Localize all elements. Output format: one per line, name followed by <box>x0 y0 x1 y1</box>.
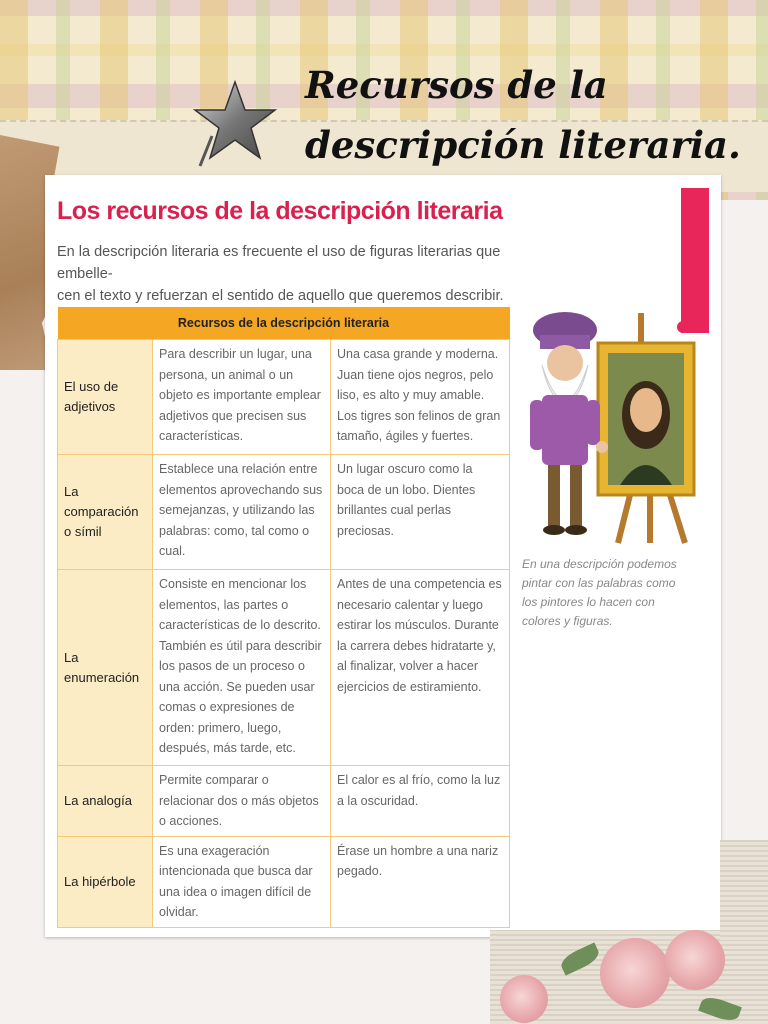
painter-illustration <box>520 305 700 550</box>
page-title-line-2: descripción literaria. <box>305 123 741 167</box>
row-description: Permite comparar o relacionar dos o más objetos o acciones. <box>153 766 331 837</box>
intro-line-1: En la descripción literaria es frecuente el uso de figuras literarias que embelle- <box>57 244 501 282</box>
row-name: La comparación o símil <box>58 455 153 570</box>
row-example: El calor es al frío, como la luz a la oscuridad. <box>331 766 510 837</box>
table-row <box>58 766 510 837</box>
row-example: Un lugar oscuro como la boca de un lobo. Dientes brillantes cual perlas preciosas. <box>331 455 510 570</box>
figure-caption: En una descripción podemos pintar con las palabras como los pintores lo hacen con colores y figuras. <box>522 557 677 628</box>
row-description: Establece una relación entre elementos aprovechando sus semejanzas, y utilizando las palabras: como, tal como o cual. <box>153 455 331 570</box>
rose-decoration <box>665 930 725 990</box>
table-row <box>58 340 510 455</box>
table-header: Recursos de la descripción literaria <box>58 307 510 340</box>
table-row <box>58 570 510 766</box>
card-heading: Los recursos de la descripción literaria <box>57 197 503 225</box>
row-description: Para describir un lugar, una persona, un animal o un objeto es importante emplear adjetivos que precisen sus características. <box>153 340 331 455</box>
row-name: El uso de adjetivos <box>58 340 153 455</box>
row-example: Antes de una competencia es necesario calentar y luego estirar los músculos. Durante la carrera debes hidratarte y, al finalizar, volver a hacer ejercicios de estiramiento. <box>331 570 510 766</box>
row-example: Una casa grande y moderna. Juan tiene ojos negros, pelo liso, es alto y muy amable. Los tigres son felinos de gran tamaño, ágiles y fuertes. <box>331 340 510 455</box>
table-row <box>58 836 510 927</box>
intro-line-2: cen el texto y refuerzan el sentido de aquello que queremos describir. <box>57 288 504 304</box>
table-row <box>58 455 510 570</box>
rose-decoration <box>600 938 670 1008</box>
row-name: La analogía <box>58 766 153 837</box>
row-description: Es una exageración intencionada que busca dar una idea o imagen difícil de olvidar. <box>153 836 331 927</box>
row-name: La enumeración <box>58 570 153 766</box>
row-description: Consiste en mencionar los elementos, las partes o características de lo descrito. También es útil para describir los pasos de un proceso o una acción. Se pueden usar comas o expresiones de orden: primero, luego, después, más tarde, etc. <box>153 570 331 766</box>
rose-decoration <box>500 975 548 1023</box>
page-title-line-1: Recursos de la <box>305 63 608 107</box>
row-name: La hipérbole <box>58 836 153 927</box>
page-title <box>305 55 755 175</box>
resources-table <box>57 307 510 928</box>
newspaper-scrap-side <box>720 840 768 940</box>
card-intro <box>57 241 527 307</box>
row-example: Érase un hombre a una nariz pegado. <box>331 836 510 927</box>
star-pin-icon <box>190 78 280 168</box>
